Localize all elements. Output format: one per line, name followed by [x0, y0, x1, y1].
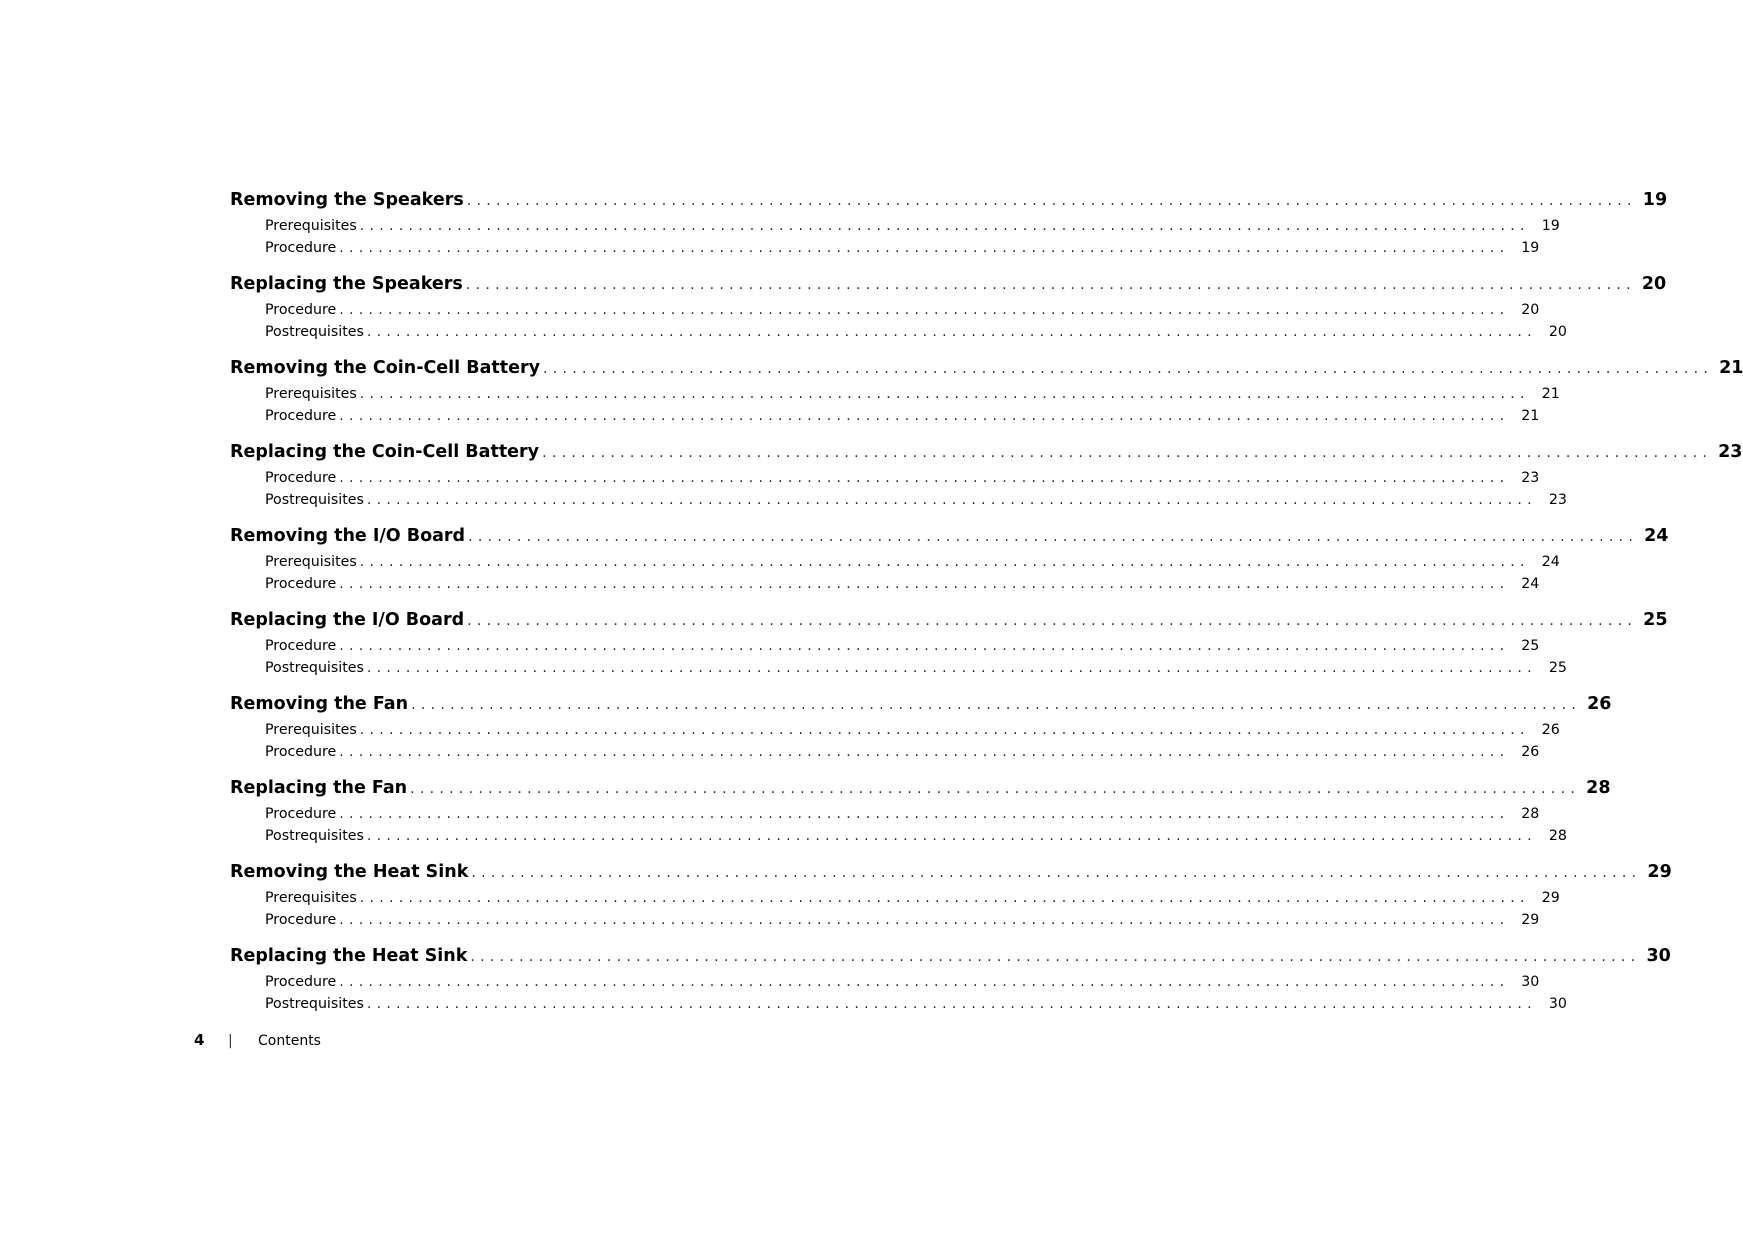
- toc-subentry-page-number: 24: [1541, 554, 1560, 570]
- toc-subentry[interactable]: [230, 302, 1540, 324]
- toc-subentry-title: Procedure: [265, 576, 337, 592]
- dot-leader: ........................................................................................................................: [366, 660, 1537, 676]
- toc-chapter: [230, 442, 1743, 514]
- toc-subentry-title: Postrequisites: [265, 324, 364, 340]
- dot-leader: ........................................................................................................................: [366, 492, 1537, 508]
- toc-chapter-entry-title: Replacing the Coin-Cell Battery: [230, 442, 540, 462]
- dot-leader: ........................................................................................................................: [467, 613, 1638, 629]
- dot-leader: ........................................................................................................................: [339, 912, 1510, 928]
- toc-subentry-page-number: 25: [1548, 660, 1567, 676]
- toc-subentry[interactable]: [230, 240, 1540, 262]
- dot-leader: ........................................................................................................................: [339, 638, 1510, 654]
- toc-chapter-entry[interactable]: [230, 946, 1671, 974]
- dot-leader: ........................................................................................................................: [471, 865, 1642, 881]
- toc-subentry-title: Prerequisites: [265, 554, 357, 570]
- dot-leader: ........................................................................................................................: [366, 996, 1537, 1012]
- toc-chapter-entry-page-number: 29: [1647, 862, 1672, 882]
- toc-chapter-entry-page-number: 25: [1643, 610, 1668, 630]
- dot-leader: ........................................................................................................................: [339, 744, 1510, 760]
- toc-chapter-entry-page-number: 26: [1587, 694, 1612, 714]
- toc-chapter: [230, 526, 1669, 598]
- toc-chapter-entry-page-number: 19: [1642, 190, 1668, 210]
- toc-subentry-title: Postrequisites: [265, 828, 364, 844]
- toc-subentry-page-number: 26: [1541, 722, 1560, 738]
- toc-chapter-entry[interactable]: [230, 610, 1668, 638]
- toc-subentry[interactable]: [230, 324, 1567, 346]
- toc-subentry[interactable]: [230, 386, 1560, 408]
- toc-chapter: [230, 694, 1612, 766]
- toc-subentry[interactable]: [230, 828, 1567, 850]
- toc-subentry[interactable]: [230, 806, 1540, 828]
- dot-leader: ........................................................................................................................: [411, 697, 1582, 713]
- toc-subentry-page-number: 19: [1541, 218, 1560, 234]
- toc-chapter: [230, 610, 1668, 682]
- toc-chapter-entry-title: Replacing the Fan: [230, 778, 408, 798]
- toc-chapter-entry[interactable]: [230, 778, 1611, 806]
- dot-leader: ........................................................................................................................: [339, 806, 1510, 822]
- toc-subentry-page-number: 28: [1548, 828, 1567, 844]
- toc-chapter: [230, 946, 1671, 1018]
- toc-chapter-entry[interactable]: [230, 442, 1743, 470]
- dot-leader: ........................................................................................................................: [468, 529, 1639, 545]
- toc-chapter-entry[interactable]: [230, 862, 1672, 890]
- dot-leader: ........................................................................................................................: [339, 974, 1510, 990]
- toc-subentry-title: Procedure: [265, 408, 337, 424]
- toc-subentry[interactable]: [230, 912, 1540, 934]
- toc-subentry[interactable]: [230, 408, 1540, 430]
- dot-leader: ........................................................................................................................: [366, 324, 1537, 340]
- toc-subentry[interactable]: [230, 576, 1540, 598]
- toc-subentry-title: Procedure: [265, 806, 337, 822]
- dot-leader: ........................................................................................................................: [466, 193, 1637, 209]
- toc-chapter: [230, 862, 1672, 934]
- toc-chapter-entry-title: Removing the I/O Board: [230, 526, 466, 546]
- toc-subentry[interactable]: [230, 660, 1567, 682]
- dot-leader: ........................................................................................................................: [359, 722, 1530, 738]
- page-footer: [194, 1031, 321, 1049]
- dot-leader: ........................................................................................................................: [339, 408, 1510, 424]
- toc-subentry-page-number: 21: [1521, 408, 1540, 424]
- toc-chapter-entry-title: Removing the Coin-Cell Battery: [230, 358, 541, 378]
- toc-chapter-entry[interactable]: [230, 274, 1667, 302]
- toc-subentry[interactable]: [230, 470, 1540, 492]
- toc-chapter: [230, 274, 1667, 346]
- toc-subentry-page-number: 26: [1521, 744, 1540, 760]
- toc-chapter-entry-title: Replacing the Speakers: [230, 274, 463, 294]
- dot-leader: ........................................................................................................................: [339, 576, 1510, 592]
- dot-leader: ........................................................................................................................: [465, 277, 1636, 293]
- toc-subentry-page-number: 28: [1521, 806, 1540, 822]
- toc-chapter: [230, 778, 1611, 850]
- toc-subentry-title: Procedure: [265, 974, 337, 990]
- dot-leader: ........................................................................................................................: [339, 302, 1510, 318]
- toc-subentry-title: Prerequisites: [265, 218, 357, 234]
- toc-subentry-page-number: 23: [1521, 470, 1540, 486]
- toc-subentry-page-number: 23: [1548, 492, 1567, 508]
- table-of-contents: [230, 190, 1743, 1030]
- toc-subentry-title: Procedure: [265, 744, 337, 760]
- toc-chapter-entry[interactable]: [230, 190, 1668, 218]
- toc-subentry-page-number: 29: [1541, 890, 1560, 906]
- dot-leader: ........................................................................................................................: [470, 949, 1641, 965]
- toc-subentry-page-number: 30: [1548, 996, 1567, 1012]
- toc-subentry[interactable]: [230, 974, 1540, 996]
- toc-chapter-entry-page-number: 30: [1646, 946, 1671, 966]
- dot-leader: ........................................................................................................................: [359, 890, 1530, 906]
- footer-separator: |: [228, 1033, 233, 1049]
- toc-subentry-title: Postrequisites: [265, 492, 364, 508]
- dot-leader: ........................................................................................................................: [359, 218, 1530, 234]
- dot-leader: ........................................................................................................................: [366, 828, 1537, 844]
- toc-chapter-entry-title: Removing the Speakers: [230, 190, 464, 210]
- toc-subentry-title: Prerequisites: [265, 386, 357, 402]
- toc-chapter-entry-title: Replacing the Heat Sink: [230, 946, 468, 966]
- toc-subentry-title: Procedure: [265, 302, 337, 318]
- toc-subentry-title: Procedure: [265, 912, 337, 928]
- toc-chapter-entry-page-number: 20: [1641, 274, 1667, 294]
- toc-subentry[interactable]: [230, 890, 1560, 912]
- toc-chapter-entry[interactable]: [230, 358, 1743, 386]
- toc-subentry-page-number: 25: [1521, 638, 1540, 654]
- toc-subentry-page-number: 19: [1521, 240, 1540, 256]
- toc-chapter-entry-page-number: 21: [1719, 358, 1743, 378]
- toc-chapter-entry-page-number: 23: [1718, 442, 1743, 462]
- dot-leader: ........................................................................................................................: [543, 361, 1714, 377]
- toc-subentry[interactable]: [230, 218, 1560, 240]
- toc-chapter-entry-page-number: 24: [1644, 526, 1669, 546]
- toc-chapter-entry-title: Removing the Fan: [230, 694, 409, 714]
- toc-chapter-entry-title: Removing the Heat Sink: [230, 862, 469, 882]
- toc-subentry-page-number: 21: [1541, 386, 1560, 402]
- toc-chapter: [230, 358, 1743, 430]
- toc-subentry-title: Procedure: [265, 638, 337, 654]
- toc-subentry-title: Procedure: [265, 240, 337, 256]
- toc-subentry-title: Procedure: [265, 470, 337, 486]
- toc-chapter-entry[interactable]: [230, 526, 1669, 554]
- toc-subentry-page-number: 24: [1521, 576, 1540, 592]
- toc-subentry-page-number: 20: [1521, 302, 1540, 318]
- footer-page-number: 4: [194, 1031, 205, 1049]
- toc-chapter-entry-page-number: 28: [1586, 778, 1611, 798]
- toc-subentry-title: Postrequisites: [265, 660, 364, 676]
- toc-subentry-title: Prerequisites: [265, 722, 357, 738]
- dot-leader: ........................................................................................................................: [359, 554, 1530, 570]
- toc-subentry-title: Prerequisites: [265, 890, 357, 906]
- dot-leader: ........................................................................................................................: [339, 470, 1510, 486]
- toc-subentry[interactable]: [230, 554, 1560, 576]
- toc-subentry-page-number: 20: [1548, 324, 1567, 340]
- toc-subentry-page-number: 29: [1521, 912, 1540, 928]
- dot-leader: ........................................................................................................................: [410, 781, 1581, 797]
- toc-chapter-entry-title: Replacing the I/O Board: [230, 610, 465, 630]
- dot-leader: ........................................................................................................................: [542, 445, 1713, 461]
- footer-section-title: Contents: [258, 1033, 321, 1049]
- toc-subentry[interactable]: [230, 722, 1560, 744]
- toc-subentry[interactable]: [230, 996, 1567, 1018]
- toc-subentry[interactable]: [230, 492, 1567, 514]
- dot-leader: ........................................................................................................................: [359, 386, 1530, 402]
- toc-subentry-title: Postrequisites: [265, 996, 364, 1012]
- toc-chapter: [230, 190, 1668, 262]
- dot-leader: ........................................................................................................................: [339, 240, 1510, 256]
- toc-subentry[interactable]: [230, 638, 1540, 660]
- toc-subentry-page-number: 30: [1521, 974, 1540, 990]
- toc-subentry[interactable]: [230, 744, 1540, 766]
- toc-chapter-entry[interactable]: [230, 694, 1612, 722]
